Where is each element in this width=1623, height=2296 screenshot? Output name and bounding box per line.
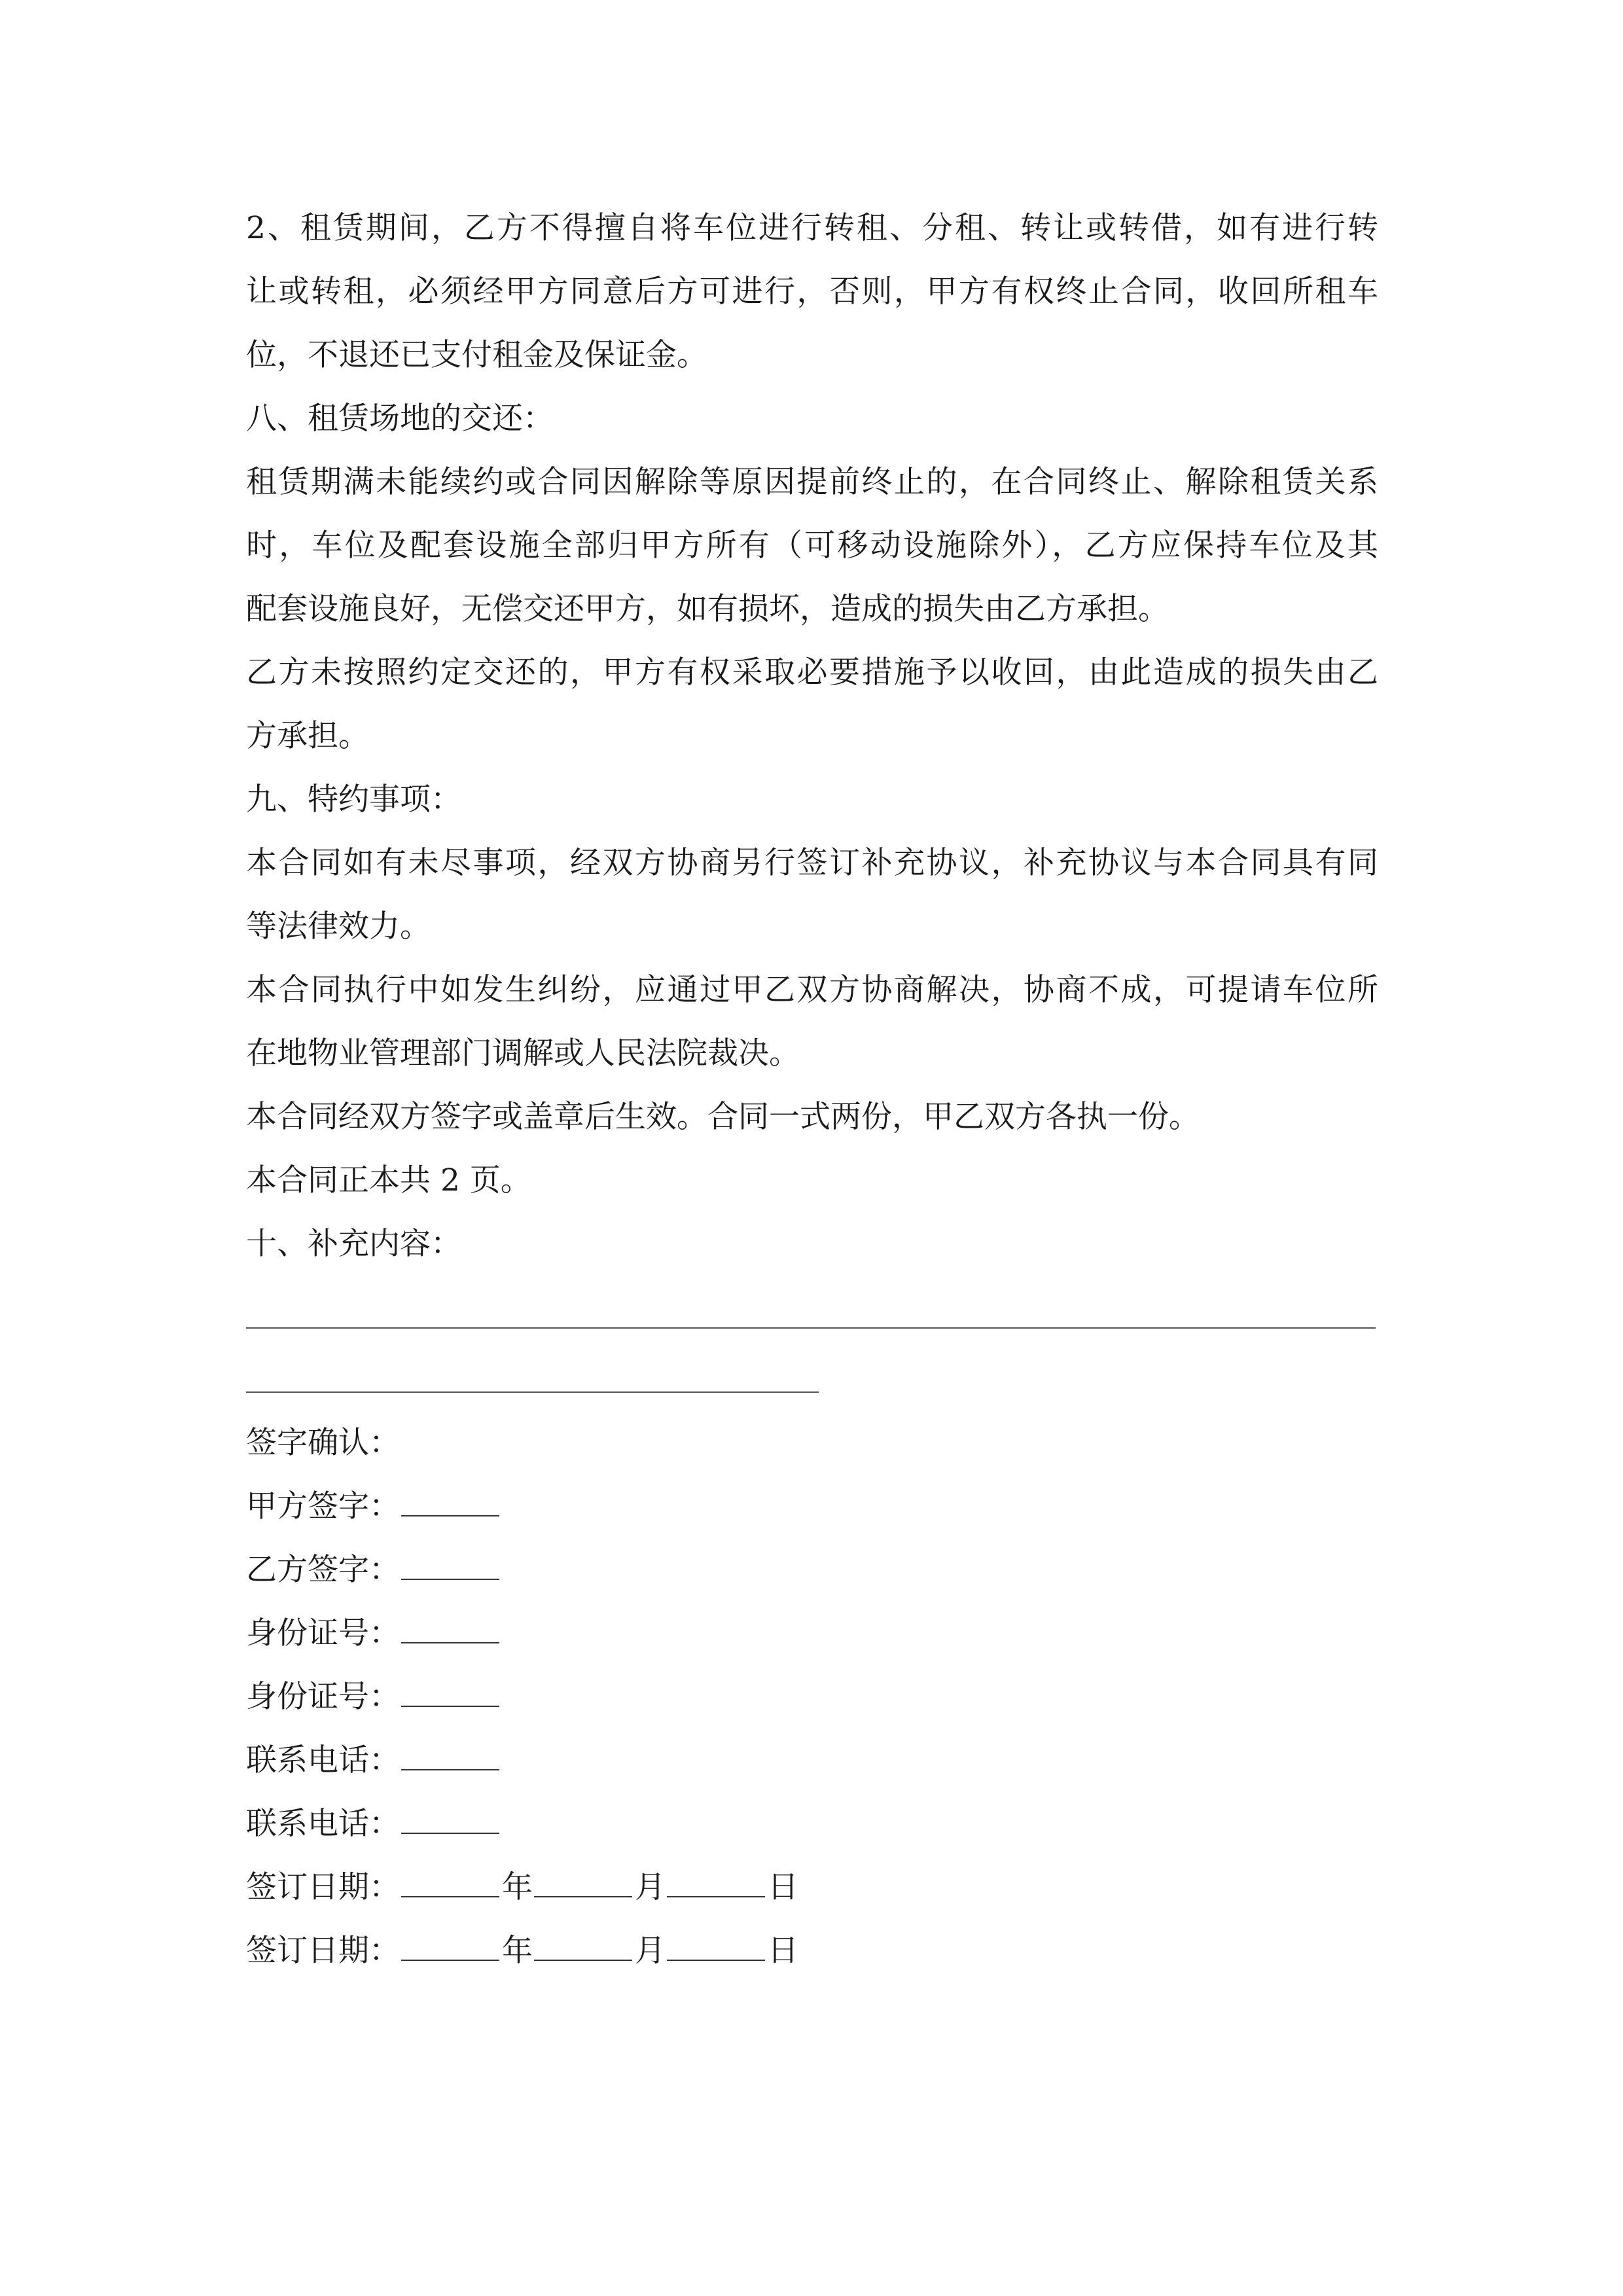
section-8-heading: 八、租赁场地的交还： (246, 401, 554, 437)
day-label: 日 (768, 1869, 798, 1905)
paragraph-line: 2、租赁期间，乙方不得擅自将车位进行转租、分租、转让或转借，如有进行转 (246, 210, 1378, 246)
section-9-paragraph-1 (246, 831, 1378, 958)
party-b-phone-label: 联系电话： (246, 1806, 400, 1842)
year-label: 年 (502, 1933, 533, 1969)
year-label: 年 (502, 1869, 533, 1905)
paragraph-line: 乙方未按照约定交还的，甲方有权采取必要措施予以收回，由此造成的损失由乙 (246, 655, 1378, 691)
party-b-day-blank (667, 1936, 765, 1961)
month-label: 月 (635, 1869, 666, 1905)
party-b-signature-blank (401, 1555, 499, 1580)
party-a-phone-label: 联系电话： (246, 1742, 400, 1778)
section-10-heading: 十、补充内容： (246, 1226, 461, 1262)
party-a-id-row (246, 1602, 1162, 1665)
section-9-paragraph-4: 本合同正本共 2 页。 (246, 1162, 531, 1198)
section-9-paragraph-2 (246, 958, 1378, 1085)
party-a-signature-blank (401, 1492, 499, 1516)
month-label: 月 (635, 1933, 666, 1969)
paragraph-line: 时，车位及配套设施全部归甲方所有（可移动设施除外），乙方应保持车位及其 (246, 528, 1378, 564)
paragraph-line: 等法律效力。 (246, 908, 431, 944)
section-9-paragraph-3: 本合同经双方签字或盖章后生效。合同一式两份，甲乙双方各执一份。 (246, 1099, 1200, 1135)
party-b-phone-row (246, 1792, 1162, 1856)
paragraph-line: 本合同如有未尽事项，经双方协商另行签订补充协议，补充协议与本合同具有同 (246, 845, 1378, 881)
section-8-paragraph-2 (246, 641, 1378, 768)
party-b-date-label: 签订日期： (246, 1933, 400, 1969)
signature-block (246, 1411, 1162, 1982)
party-a-signature-row (246, 1475, 1162, 1538)
party-b-year-blank (401, 1936, 499, 1961)
party-b-id-row (246, 1665, 1162, 1729)
supplement-blank-line-short (246, 1391, 819, 1393)
paragraph-line: 本合同执行中如发生纠纷，应通过甲乙双方协商解决，协商不成，可提请车位所 (246, 972, 1378, 1008)
party-a-id-blank (401, 1619, 499, 1643)
party-b-id-blank (401, 1682, 499, 1707)
party-a-id-label: 身份证号： (246, 1615, 400, 1651)
party-b-phone-blank (401, 1809, 499, 1834)
paragraph-line: 配套设施良好，无偿交还甲方，如有损坏，造成的损失由乙方承担。 (246, 591, 1169, 627)
party-a-signature-label: 甲方签字： (246, 1488, 400, 1524)
section-8-paragraph-1 (246, 450, 1378, 641)
party-b-id-label: 身份证号： (246, 1679, 400, 1715)
party-a-phone-blank (401, 1746, 499, 1770)
section-9-heading: 九、特约事项： (246, 781, 461, 817)
party-b-month-blank (534, 1936, 632, 1961)
party-a-month-blank (534, 1873, 632, 1897)
supplement-blank-line (246, 1327, 1376, 1329)
paragraph-line: 让或转租，必须经甲方同意后方可进行，否则，甲方有权终止合同，收回所租车 (246, 274, 1378, 310)
party-a-date-label: 签订日期： (246, 1869, 400, 1905)
party-a-day-blank (667, 1873, 765, 1897)
contract-body (246, 196, 1378, 1276)
party-b-signature-label: 乙方签字： (246, 1552, 400, 1588)
party-b-date-row (246, 1919, 1162, 1982)
paragraph-line: 方承担。 (246, 718, 369, 754)
paragraph-line: 租赁期满未能续约或合同因解除等原因提前终止的，在合同终止、解除租赁关系 (246, 464, 1378, 500)
signature-heading: 签字确认： (246, 1425, 400, 1461)
paragraph-line: 在地物业管理部门调解或人民法院裁决。 (246, 1035, 800, 1071)
paragraph-line: 位，不退还已支付租金及保证金。 (246, 337, 707, 373)
party-a-phone-row (246, 1729, 1162, 1792)
party-b-signature-row (246, 1538, 1162, 1602)
party-a-date-row (246, 1856, 1162, 1919)
day-label: 日 (768, 1933, 798, 1969)
party-a-year-blank (401, 1873, 499, 1897)
clause-7-2 (246, 196, 1378, 387)
